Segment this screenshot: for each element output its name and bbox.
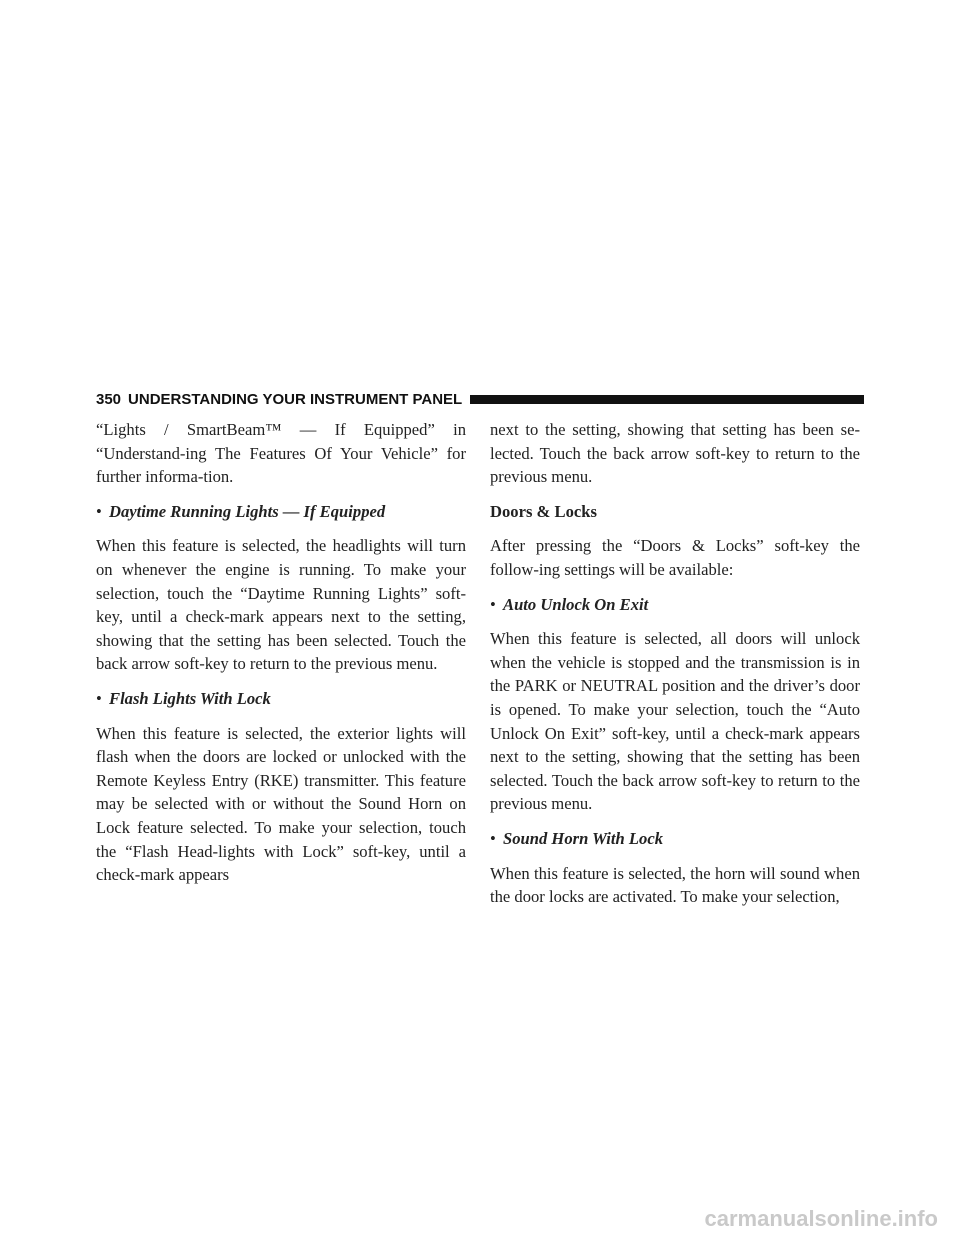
bullet-icon: • xyxy=(490,828,496,848)
paragraph: When this feature is selected, the horn will sound when the door locks are activated. To make your selection, xyxy=(490,863,860,907)
section-title: UNDERSTANDING YOUR INSTRUMENT PANEL xyxy=(128,390,463,408)
bullet-icon: • xyxy=(96,688,102,708)
bullet-icon: • xyxy=(96,501,102,521)
bullet-icon: • xyxy=(490,594,496,614)
bullet-label: Auto Unlock On Exit xyxy=(503,594,649,614)
header-rule xyxy=(470,395,864,404)
right-column xyxy=(490,418,860,920)
paragraph: After pressing the “Doors & Locks” soft-key the follow-ing settings will be available: xyxy=(490,536,860,579)
paragraph: When this feature is selected, the headlights will turn on whenever the engine is running. To make your selection, touch the “Daytime Running Lights” soft-key, until a check-mark appears next to the setting, showing that the setting has been selected. Touch the back arrow soft-key to return to the previous menu. xyxy=(96,536,466,674)
section-heading: Doors & Locks xyxy=(490,501,597,521)
paragraph: When this feature is selected, the exterior lights will flash when the doors are locked or unlocked with the Remote Keyless Entry (RKE) transmitter. This feature may be selected with or without the Sound Horn on Lock feature selected. To make your selection, touch the “Flash Head-lights with Lock” soft-key, until a check-mark appears xyxy=(96,723,466,885)
paragraph: When this feature is selected, all doors will unlock when the vehicle is stopped and the transmission is in the PARK or NEUTRAL position and the driver’s door is opened. To make your selection, touch the “Auto Unlock On Exit” soft-key, until a check-mark appears next to the setting, showing that the setting has been selected. Touch the back arrow soft-key to return to the previous menu. xyxy=(490,629,860,814)
left-column xyxy=(96,418,466,898)
paragraph: “Lights / SmartBeam™ — If Equipped” in “Understand-ing The Features Of Your Vehicle” for further informa-tion. xyxy=(96,420,466,487)
bullet-item xyxy=(96,500,466,524)
watermark: carmanualsonline.info xyxy=(704,1206,938,1231)
bullet-label: Sound Horn With Lock xyxy=(503,828,663,848)
page-number: 350 xyxy=(96,390,122,408)
bullet-label: Daytime Running Lights — If Equipped xyxy=(109,501,386,521)
bullet-label: Flash Lights With Lock xyxy=(109,688,271,708)
page-header xyxy=(96,389,864,409)
bullet-item xyxy=(96,687,466,711)
bullet-item xyxy=(490,593,860,617)
bullet-item xyxy=(490,827,860,851)
paragraph: next to the setting, showing that setting has been se-lected. Touch the back arrow soft-key to return to the previous menu. xyxy=(490,420,860,487)
